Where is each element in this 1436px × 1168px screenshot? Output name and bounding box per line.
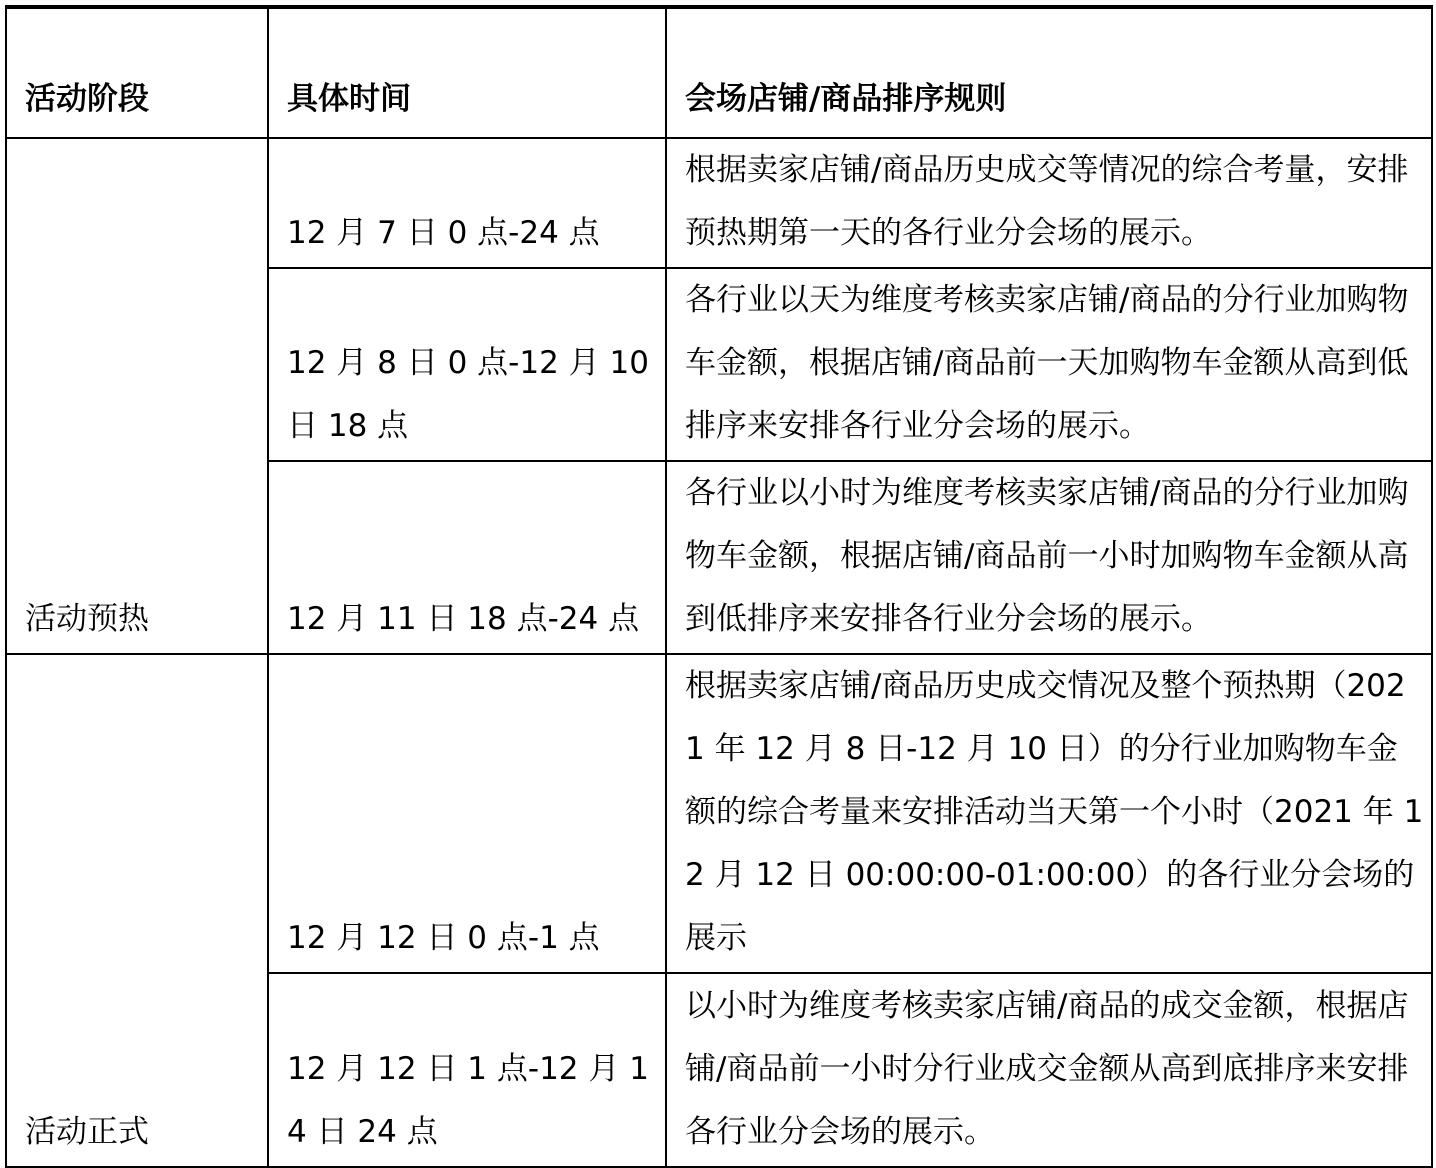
time-text: 12 月 7 日 0 点-24 点 xyxy=(287,215,600,251)
rule-cell xyxy=(666,973,1432,1167)
stage-label: 活动预热 xyxy=(25,601,149,637)
time-cell xyxy=(268,268,666,461)
time-text: 12 月 12 日 0 点-1 点 xyxy=(287,920,600,956)
rule-cell xyxy=(666,461,1432,654)
document-page xyxy=(5,5,1431,1153)
time-text: 12 月 8 日 0 点-12 月 10 日 18 点 xyxy=(287,345,649,444)
time-cell xyxy=(268,654,666,973)
time-text: 12 月 11 日 18 点-24 点 xyxy=(287,601,640,637)
header-rule-label: 会场店铺/商品排序规则 xyxy=(685,81,1007,117)
time-cell xyxy=(268,973,666,1167)
table-row xyxy=(6,654,1432,973)
rule-text: 根据卖家店铺/商品历史成交等情况的综合考量，安排预热期第一天的各行业分会场的展示。 xyxy=(685,152,1409,251)
stage-cell xyxy=(6,654,268,1167)
header-rule xyxy=(666,7,1432,138)
header-time-label: 具体时间 xyxy=(287,81,411,117)
rule-cell xyxy=(666,268,1432,461)
rule-text: 各行业以天为维度考核卖家店铺/商品的分行业加购物车金额，根据店铺/商品前一天加购物车金额从高到低排序来安排各行业分会场的展示。 xyxy=(685,282,1409,444)
time-cell xyxy=(268,461,666,654)
header-time xyxy=(268,7,666,138)
stage-cell xyxy=(6,138,268,654)
rule-text: 各行业以小时为维度考核卖家店铺/商品的分行业加购物车金额，根据店铺/商品前一小时加购物车金额从高到低排序来安排各行业分会场的展示。 xyxy=(685,475,1409,637)
time-text: 12 月 12 日 1 点-12 月 14 日 24 点 xyxy=(287,1051,649,1150)
table-header-row xyxy=(6,7,1432,138)
rule-text: 根据卖家店铺/商品历史成交情况及整个预热期（2021 年 12 月 8 日-12 月 10 日）的分行业加购物车金额的综合考量来安排活动当天第一个小时（2021 年 12 月 12 日 00:00:00-01:00:00）的各行业分会场的展示 xyxy=(685,668,1424,956)
stage-label: 活动正式 xyxy=(25,1114,149,1150)
header-stage-label: 活动阶段 xyxy=(25,81,149,117)
header-stage xyxy=(6,7,268,138)
table-row xyxy=(6,138,1432,268)
rule-cell xyxy=(666,654,1432,973)
sorting-rules-table xyxy=(5,5,1433,1168)
rule-text: 以小时为维度考核卖家店铺/商品的成交金额，根据店铺/商品前一小时分行业成交金额从高到底排序来安排各行业分会场的展示。 xyxy=(685,988,1409,1150)
time-cell xyxy=(268,138,666,268)
rule-cell xyxy=(666,138,1432,268)
